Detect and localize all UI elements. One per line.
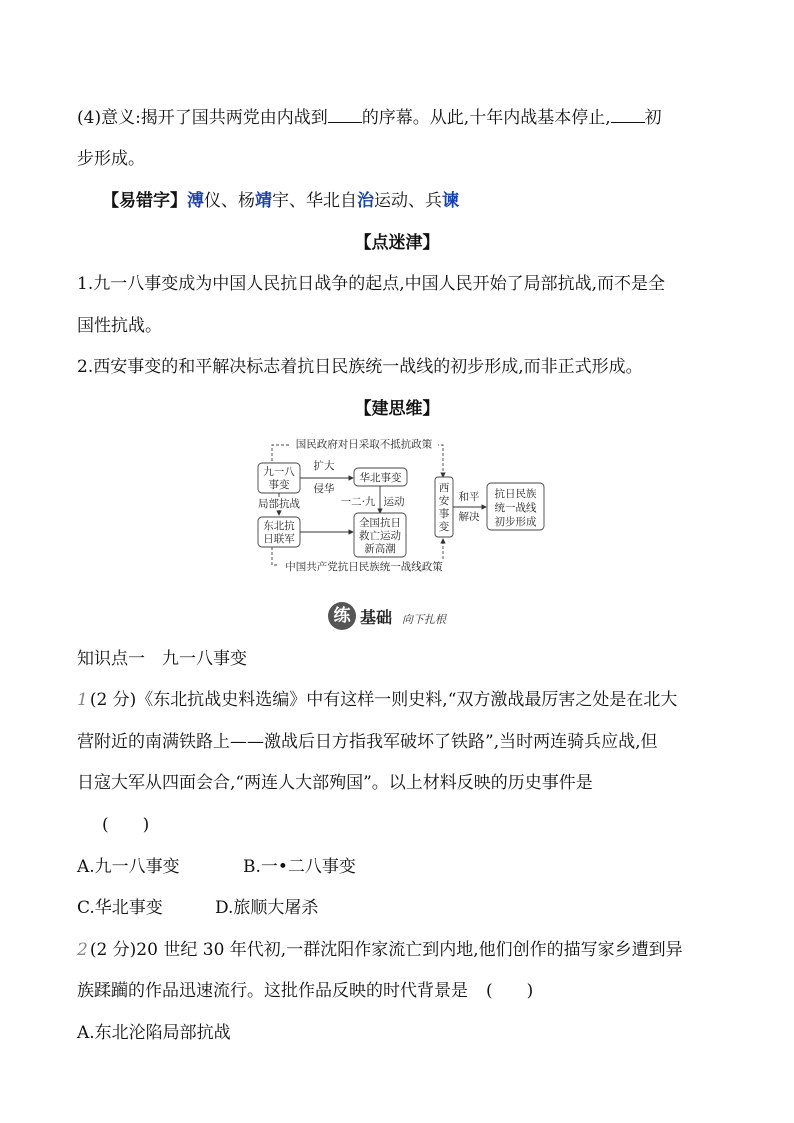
tip-1-line-2: 国性抗战。 (77, 316, 162, 336)
meaning-middle: 的序幕。从此,十年内战基本停止, (361, 108, 611, 128)
typo-pre-4: 兵 (425, 191, 442, 211)
q2-number: 2 (77, 940, 88, 960)
q2-text-2: 族蹂躏的作品迅速流行。这批作品反映的时代背景是 (77, 981, 468, 1001)
box-national-line-3: 新高潮 (364, 543, 396, 555)
typo-rest-1: 仪、 (204, 191, 238, 211)
box-918-line-1: 九一八 (263, 466, 295, 478)
q1-line-2: 营附近的南满铁路上——激战后日方指我军破坏了铁路”,当时两连骑兵应战,但 (77, 732, 658, 752)
tip-2: 2.西安事变的和平解决标志着抗日民族统一战线的初步形成,而非正式形成。 (77, 357, 643, 377)
typo-hl-3: 治 (357, 191, 374, 211)
box-xian-2: 安 (438, 495, 450, 507)
box-918-line-2: 事变 (268, 479, 290, 491)
practice-badge-icon: 练 (328, 602, 356, 630)
bottom-label: 中国共产党抗日民族统一战线政策 (285, 561, 443, 573)
practice-badge (328, 601, 446, 631)
box-xian-4: 变 (438, 521, 450, 533)
arrow-expand-line-2: 侵华 (313, 483, 335, 495)
blank-1 (328, 106, 362, 123)
practice-badge-sub: 向下扎根 (402, 613, 447, 626)
q2-line-2 (77, 980, 533, 1002)
box-national-line-1: 全国抗日 (359, 517, 401, 529)
box-huabei-text: 华北事变 (359, 472, 402, 484)
q1-line-3: 日寇大军从四面会合,“两连人大部殉国”。以上材料反映的历史事件是 (77, 773, 593, 793)
typo-rest-2: 宇、 (272, 191, 306, 211)
box-xian-1: 西 (438, 482, 450, 494)
q2-bracket: ( ) (486, 981, 534, 1001)
q1-text-1: (2 分)《东北抗战史料选编》中有这样一则史料,“双方激战最厉害之处是在北大 (89, 690, 678, 710)
box-northeast-line-1: 东北抗 (263, 520, 295, 532)
meaning-prefix: (4)意义:揭开了国共两党由内战到 (77, 108, 328, 128)
box-northeast-line-2: 日联军 (263, 533, 295, 545)
q1-number: 1 (77, 690, 88, 710)
box-result-line-1: 抗日民族 (494, 488, 537, 500)
q1-line-1 (77, 689, 677, 711)
q2-line-1 (77, 939, 683, 961)
typo-pre-2: 杨 (238, 191, 255, 211)
arrow-peace-line-2: 解决 (458, 511, 480, 523)
top-label: 国民政府对日采取不抵抗政策 (295, 438, 433, 451)
typo-pre-3: 华北自 (306, 191, 357, 211)
meaning-line (77, 106, 662, 129)
meaning-line-2: 步形成。 (77, 149, 145, 169)
typo-hl-1: 溥 (187, 191, 204, 211)
typo-hl-4: 谏 (442, 191, 459, 211)
q2-text-1: (2 分)20 世纪 30 年代初,一群沈阳作家流亡到内地,他们创作的描写家乡遭到异 (89, 940, 683, 960)
meaning-suffix: 初 (644, 108, 662, 128)
q1-option-b[interactable]: B.一•二八事变 (243, 857, 356, 877)
tips-title: 【点迷津】 (354, 233, 440, 253)
mindmap-title: 【建思维】 (354, 399, 440, 419)
box-xian-3: 事 (438, 508, 450, 520)
box-national-line-2: 救亡运动 (359, 530, 401, 542)
q1-option-c[interactable]: C.华北事变 (77, 898, 163, 918)
typo-line (102, 190, 459, 212)
q1-option-d[interactable]: D.旅顺大屠杀 (215, 898, 319, 918)
box-result-line-3: 初步形成 (494, 516, 537, 528)
q1-bracket: ( ) (102, 815, 150, 835)
blank-2 (611, 106, 645, 123)
tip-1-line-1: 1.九一八事变成为中国人民抗日战争的起点,中国人民开始了局部抗战,而不是全 (77, 274, 666, 294)
q2-option-a[interactable]: A.东北沦陷局部抗战 (77, 1023, 231, 1043)
label-local: 局部抗战 (258, 498, 300, 510)
arrow-peace-line-1: 和平 (458, 491, 480, 503)
label-movement: 运动 (383, 496, 405, 508)
q1-option-a[interactable]: A.九一八事变 (77, 857, 180, 877)
section-title: 知识点一 九一八事变 (77, 649, 247, 669)
practice-badge-title: 基础 (360, 607, 393, 627)
mindmap-diagram (255, 435, 547, 587)
typo-rest-3: 运动、 (374, 191, 425, 211)
typo-label: 【易错字】 (102, 191, 187, 211)
arrow-expand-line-1: 扩大 (313, 460, 335, 472)
label-1209: 一二·九 (340, 496, 376, 508)
typo-hl-2: 靖 (255, 191, 272, 211)
box-result-line-2: 统一战线 (494, 502, 537, 514)
